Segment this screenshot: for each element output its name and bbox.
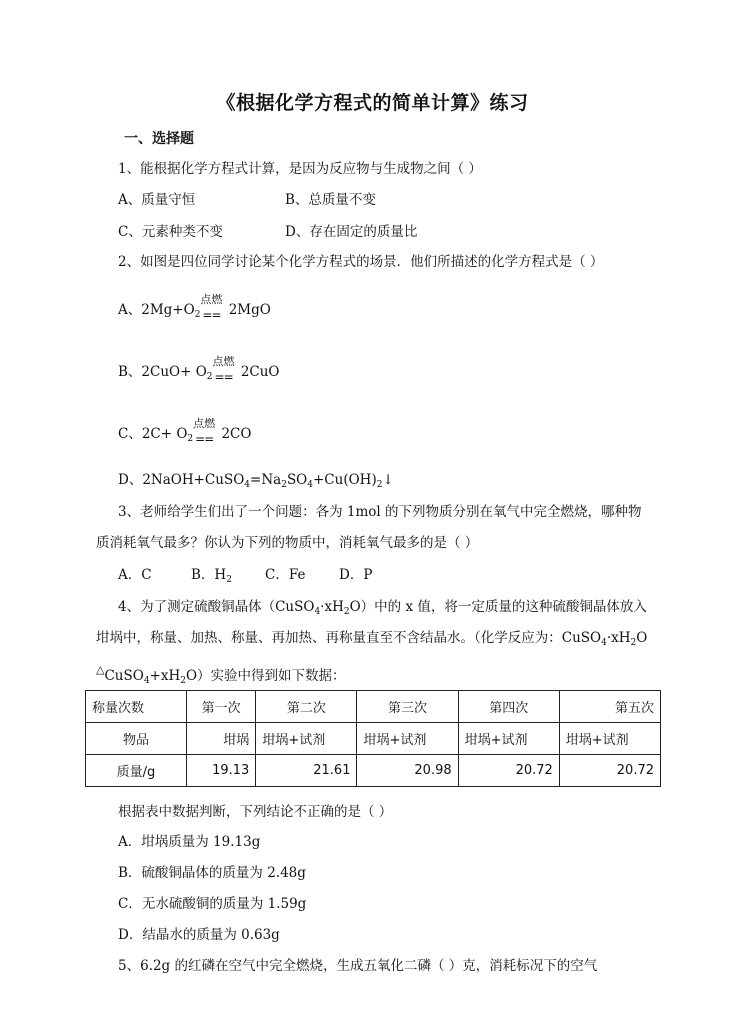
- subscript: 2: [206, 372, 213, 382]
- precipitate-arrow: ↓: [382, 472, 394, 488]
- eq-part: +Cu(OH): [313, 472, 377, 488]
- table-cell: 第五次: [559, 691, 660, 723]
- condition-label: 点燃: [200, 292, 223, 306]
- table-cell: 20.72: [458, 755, 559, 787]
- table-cell: 21.61: [256, 755, 357, 787]
- condition-label: 点燃: [212, 354, 235, 368]
- q3-option-a: A．C: [118, 567, 152, 583]
- subscript: 4: [244, 480, 251, 490]
- q3-option-d: D．P: [339, 567, 373, 583]
- q4-option-a: A．坩埚质量为 19.13g: [118, 834, 261, 850]
- subscript: 4: [143, 676, 150, 686]
- q4-option-c: C．无水硫酸铜的质量为 1.59g: [118, 896, 307, 912]
- subscript: 4: [601, 638, 607, 648]
- q4-stem-line3: [96, 664, 346, 686]
- q4-option-b: B．硫酸铜晶体的质量为 2.48g: [118, 865, 306, 881]
- table-cell: 第四次: [458, 691, 559, 723]
- q5-stem: 5、6.2g 的红磷在空气中完全燃烧，生成五氧化二磷（ ）克，消耗标况下的空气: [118, 958, 598, 974]
- subscript: 2: [376, 480, 383, 490]
- q3-stem-line2: 质消耗氧气最多？你认为下列的物质中，消耗氧气最多的是（ ）: [96, 535, 479, 551]
- q1-option-a: A、质量守恒: [118, 192, 196, 208]
- eq-part: SO: [286, 472, 308, 488]
- heat-symbol: △: [96, 663, 105, 676]
- equation-right: 2CuO: [240, 364, 280, 380]
- subscript: 2: [343, 607, 350, 617]
- q4-stem-line1: [118, 595, 647, 617]
- q1-options-row1: [118, 188, 376, 208]
- q1-option-c: C、元素种类不变: [118, 224, 223, 240]
- reaction-arrow: [193, 416, 217, 446]
- reaction-arrow: [200, 292, 224, 322]
- table-cell: 称量次数: [86, 691, 187, 723]
- text: CuSO: [104, 668, 144, 684]
- equals-bars: ==: [214, 369, 233, 384]
- equation-left: A、2Mg+O: [118, 302, 195, 318]
- equation-left: C、2C+ O: [118, 426, 188, 442]
- text: ·xH: [320, 599, 344, 615]
- q2-stem: 2、如图是四位同学讨论某个化学方程式的场景．他们所描述的化学方程式是（ ）: [118, 254, 604, 270]
- eq-part: D、2NaOH+CuSO: [118, 472, 245, 488]
- q4-option-d: D．结晶水的质量为 0.63g: [118, 927, 280, 943]
- q1-option-b: B、总质量不变: [285, 192, 376, 208]
- q1-stem: 1、能根据化学方程式计算，是因为反应物与生成物之间（ ）: [118, 161, 482, 177]
- subscript: 2: [630, 638, 637, 648]
- text: O）实验中得到如下数据：: [185, 668, 346, 684]
- q2-option-c: [118, 416, 252, 446]
- weighing-data-table: [85, 690, 661, 787]
- subscript: 2: [281, 480, 287, 490]
- table-row: [86, 755, 661, 787]
- subscript: 2: [226, 575, 232, 585]
- q3-options: [118, 563, 373, 585]
- q3-option-b: [191, 563, 232, 585]
- table-cell: 第三次: [357, 691, 458, 723]
- table-cell: 坩埚+试剂: [357, 723, 458, 755]
- reaction-arrow: [212, 354, 237, 384]
- option-text: B．H: [191, 567, 227, 583]
- table-cell: 质量/g: [86, 755, 187, 787]
- condition-label: 点燃: [193, 416, 216, 430]
- table-cell: 第一次: [187, 691, 256, 723]
- q4-after-table: 根据表中数据判断，下列结论不正确的是（ ）: [118, 804, 393, 820]
- table-cell: 第二次: [256, 691, 357, 723]
- text: O: [636, 630, 648, 646]
- equation-right: 2MgO: [228, 302, 271, 318]
- text: O）中的 x 值，将一定质量的这种硫酸铜晶体放入: [349, 599, 647, 615]
- subscript: 4: [314, 607, 321, 617]
- text: ·xH: [606, 630, 631, 646]
- subscript: 2: [187, 434, 194, 444]
- text: +xH: [149, 668, 181, 684]
- page-title: 《根据化学方程式的简单计算》练习: [216, 92, 529, 114]
- table-cell: 物品: [86, 723, 187, 755]
- equation-left: B、2CuO+ O: [118, 364, 207, 380]
- equals-bars: ==: [195, 431, 214, 446]
- subscript: 2: [194, 310, 201, 320]
- q1-options-row2: [118, 220, 418, 240]
- equation-right: 2CO: [221, 426, 252, 442]
- q2-option-d: [118, 468, 394, 490]
- table-cell: 坩埚+试剂: [256, 723, 357, 755]
- text: 坩埚中，称量、加热、称量、再加热、再称量直至不含结晶水。（化学反应为：CuSO: [96, 630, 602, 646]
- table-cell: 20.98: [357, 755, 458, 787]
- table-cell: 19.13: [187, 755, 256, 787]
- q4-stem-line2: [96, 626, 647, 648]
- table-cell: 坩埚: [187, 723, 256, 755]
- equals-bars: ==: [202, 307, 221, 322]
- table-cell: 20.72: [559, 755, 660, 787]
- q3-stem-line1: 3、老师给学生们出了一个问题：各为 1mol 的下列物质分别在氧气中完全燃烧，哪种物: [118, 504, 642, 520]
- subscript: 4: [307, 480, 313, 490]
- eq-part: =Na: [250, 472, 282, 488]
- subscript: 2: [180, 676, 186, 686]
- table-row: [86, 723, 661, 755]
- table-cell: 坩埚+试剂: [559, 723, 660, 755]
- q2-option-b: [118, 354, 280, 384]
- q3-option-c: C．Fe: [265, 567, 306, 583]
- q2-option-a: [118, 292, 271, 322]
- q1-option-d: D、存在固定的质量比: [285, 224, 418, 240]
- table-header-row: [86, 691, 661, 723]
- section-heading: 一、选择题: [124, 131, 194, 147]
- text: 4、为了测定硫酸铜晶体（CuSO: [118, 599, 315, 615]
- table-cell: 坩埚+试剂: [458, 723, 559, 755]
